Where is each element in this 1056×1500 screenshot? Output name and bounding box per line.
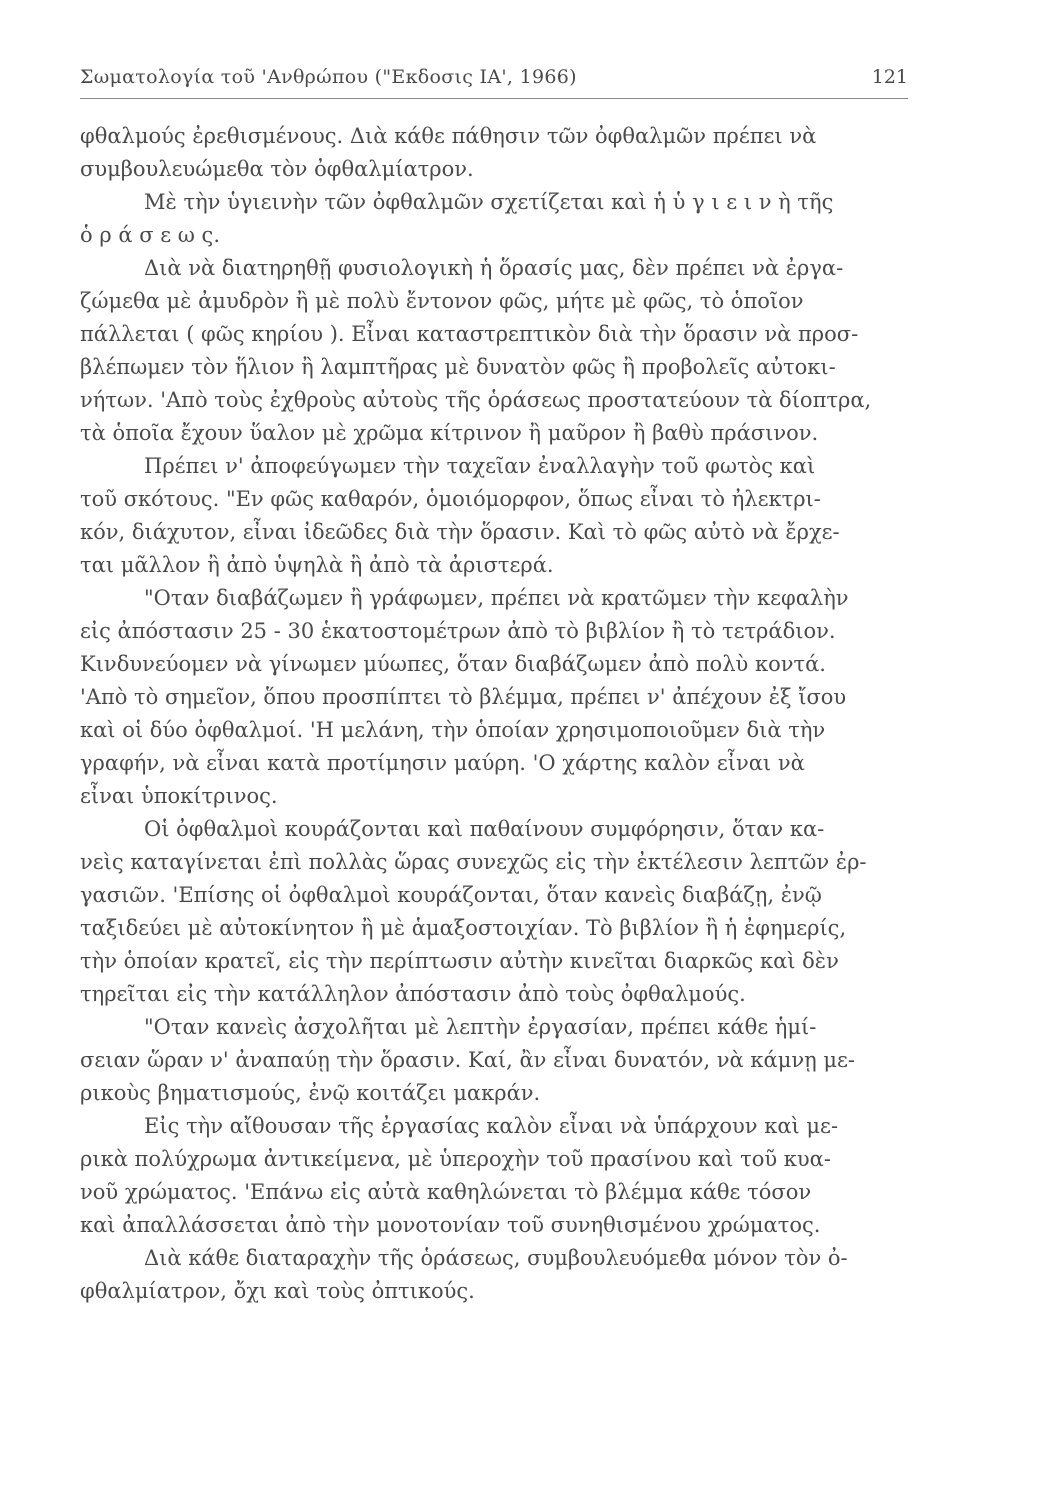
text-line: "Οταν διαβάζωμεν ἢ γράφωμεν, πρέπει νὰ κρατῶμεν τὴν κεφαλὴν <box>144 586 849 610</box>
body-text <box>80 120 916 1308</box>
text-line: Οἱ ὀφθαλμοὶ κουράζονται καὶ παθαίνουν συμφόρησιν, ὅταν κα- <box>144 817 825 841</box>
text-line: ταξιδεύει μὲ αὐτοκίνητον ἢ μὲ ἁμαξοστοιχίαν. Τὸ βιβλίον ἢ ἡ ἐφημερίς, <box>80 916 847 940</box>
text-line: πάλλεται ( φῶς κηρίου ). Εἶναι καταστρεπτικὸν διὰ τὴν ὅρασιν νὰ προσ- <box>80 322 859 346</box>
text-line: κόν, διάχυτον, εἶναι ἰδεῶδες διὰ τὴν ὅρασιν. Καὶ τὸ φῶς αὐτὸ νὰ ἔρχε- <box>80 520 840 544</box>
text-line: ρικὰ πολύχρωμα ἀντικείμενα, μὲ ὑπεροχὴν τοῦ πρασίνου καὶ τοῦ κυα- <box>80 1147 831 1171</box>
text-line: Μὲ τὴν ὑγιεινὴν τῶν ὀφθαλμῶν σχετίζεται καὶ ἡ ὑ γ ι ε ι ν ὴ τῆς <box>144 190 834 214</box>
text-line: συμβουλευώμεθα τὸν ὀφθαλμίατρον. <box>80 157 474 181</box>
text-line: 'Απὸ τὸ σημεῖον, ὅπου προσπίπτει τὸ βλέμμα, πρέπει ν' ἀπέχουν ἐξ ἴσου <box>80 685 847 709</box>
text-line: τὴν ὁποίαν κρατεῖ, εἰς τὴν περίπτωσιν αὐτὴν κινεῖται διαρκῶς καὶ δὲν <box>80 949 839 973</box>
running-header-title: Σωματολογία τοῦ 'Ανθρώπου ("Εκδοσις ΙΑ', 1966) <box>80 66 577 88</box>
text-line: Διὰ κάθε διαταραχὴν τῆς ὁράσεως, συμβουλευόμεθα μόνον τὸν ὀ- <box>144 1246 848 1270</box>
text-line: εἰς ἀπόστασιν 25 - 30 ἑκατοστομέτρων ἀπὸ τὸ βιβλίον ἢ τὸ τετράδιον. <box>80 619 836 643</box>
text-line: νήτων. 'Απὸ τοὺς ἐχθροὺς αὐτοὺς τῆς ὁράσεως προστατεύουν τὰ δίοπτρα, <box>80 388 872 412</box>
running-header <box>80 64 908 99</box>
text-line: καὶ ἀπαλλάσσεται ἀπὸ τὴν μονοτονίαν τοῦ συνηθισμένου χρώματος. <box>80 1213 821 1237</box>
text-line: Διὰ νὰ διατηρηθῇ φυσιολογικὴ ἡ ὅρασίς μας, δὲν πρέπει νὰ ἐργα- <box>144 256 844 280</box>
text-line: γραφήν, νὰ εἶναι κατὰ προτίμησιν μαύρη. 'Ο χάρτης καλὸν εἶναι νὰ <box>80 751 805 775</box>
text-line: νεὶς καταγίνεται ἐπὶ πολλὰς ὥρας συνεχῶς εἰς τὴν ἐκτέλεσιν λεπτῶν ἐρ- <box>80 850 867 874</box>
text-line: γασιῶν. 'Επίσης οἱ ὀφθαλμοὶ κουράζονται, ὅταν κανεὶς διαβάζῃ, ἐνῷ <box>80 883 822 907</box>
text-line: νοῦ χρώματος. 'Επάνω εἰς αὐτὰ καθηλώνεται τὸ βλέμμα κάθε τόσον <box>80 1180 812 1204</box>
text-line: τοῦ σκότους. "Εν φῶς καθαρόν, ὁμοιόμορφον, ὅπως εἶναι τὸ ἠλεκτρι- <box>80 487 821 511</box>
page-number: 121 <box>871 66 908 88</box>
text-line: Εἰς τὴν αἴθουσαν τῆς ἐργασίας καλὸν εἶναι νὰ ὑπάρχουν καὶ με- <box>144 1114 839 1138</box>
text-line: ται μᾶλλον ἢ ἀπὸ ὑψηλὰ ἢ ἀπὸ τὰ ἀριστερά. <box>80 553 554 577</box>
text-line: τηρεῖται εἰς τὴν κατάλληλον ἀπόστασιν ἀπὸ τοὺς ὀφθαλμούς. <box>80 982 746 1006</box>
text-line: ὁ ρ ά σ ε ω ς. <box>80 223 220 247</box>
text-line: Κινδυνεύομεν νὰ γίνωμεν μύωπες, ὅταν διαβάζωμεν ἀπὸ πολὺ κοντά. <box>80 652 826 676</box>
text-line: σειαν ὥραν ν' ἀναπαύῃ τὴν ὅρασιν. Καί, ἂν εἶναι δυνατόν, νὰ κάμνῃ με- <box>80 1048 856 1072</box>
text-line: φθαλμίατρον, ὄχι καὶ τοὺς ὀπτικούς. <box>80 1279 475 1303</box>
text-line: τὰ ὁποῖα ἔχουν ὕαλον μὲ χρῶμα κίτρινον ἢ μαῦρον ἢ βαθὺ πράσινον. <box>80 421 819 445</box>
text-line: ρικοὺς βηματισμούς, ἐνῷ κοιτάζει μακράν. <box>80 1081 541 1105</box>
text-line: ζώμεθα μὲ ἀμυδρὸν ἢ μὲ πολὺ ἔντονον φῶς, μήτε μὲ φῶς, τὸ ὁποῖον <box>80 289 804 313</box>
text-line: καὶ οἱ δύο ὀφθαλμοί. 'Η μελάνη, τὴν ὁποίαν χρησιμοποιοῦμεν διὰ τὴν <box>80 718 826 742</box>
text-line: εἶναι ὑποκίτρινος. <box>80 784 278 808</box>
text-line: "Οταν κανεὶς ἀσχολῆται μὲ λεπτὴν ἐργασίαν, πρέπει κάθε ἡμί- <box>144 1015 817 1039</box>
text-line: φθαλμούς ἐρεθισμένους. Διὰ κάθε πάθησιν τῶν ὀφθαλμῶν πρέπει νὰ <box>80 124 817 148</box>
text-line: Πρέπει ν' ἀποφεύγωμεν τὴν ταχεῖαν ἐναλλαγὴν τοῦ φωτὸς καὶ <box>144 454 816 478</box>
text-line: βλέπωμεν τὸν ἥλιον ἢ λαμπτῆρας μὲ δυνατὸν φῶς ἢ προβολεῖς αὐτοκι- <box>80 355 836 379</box>
